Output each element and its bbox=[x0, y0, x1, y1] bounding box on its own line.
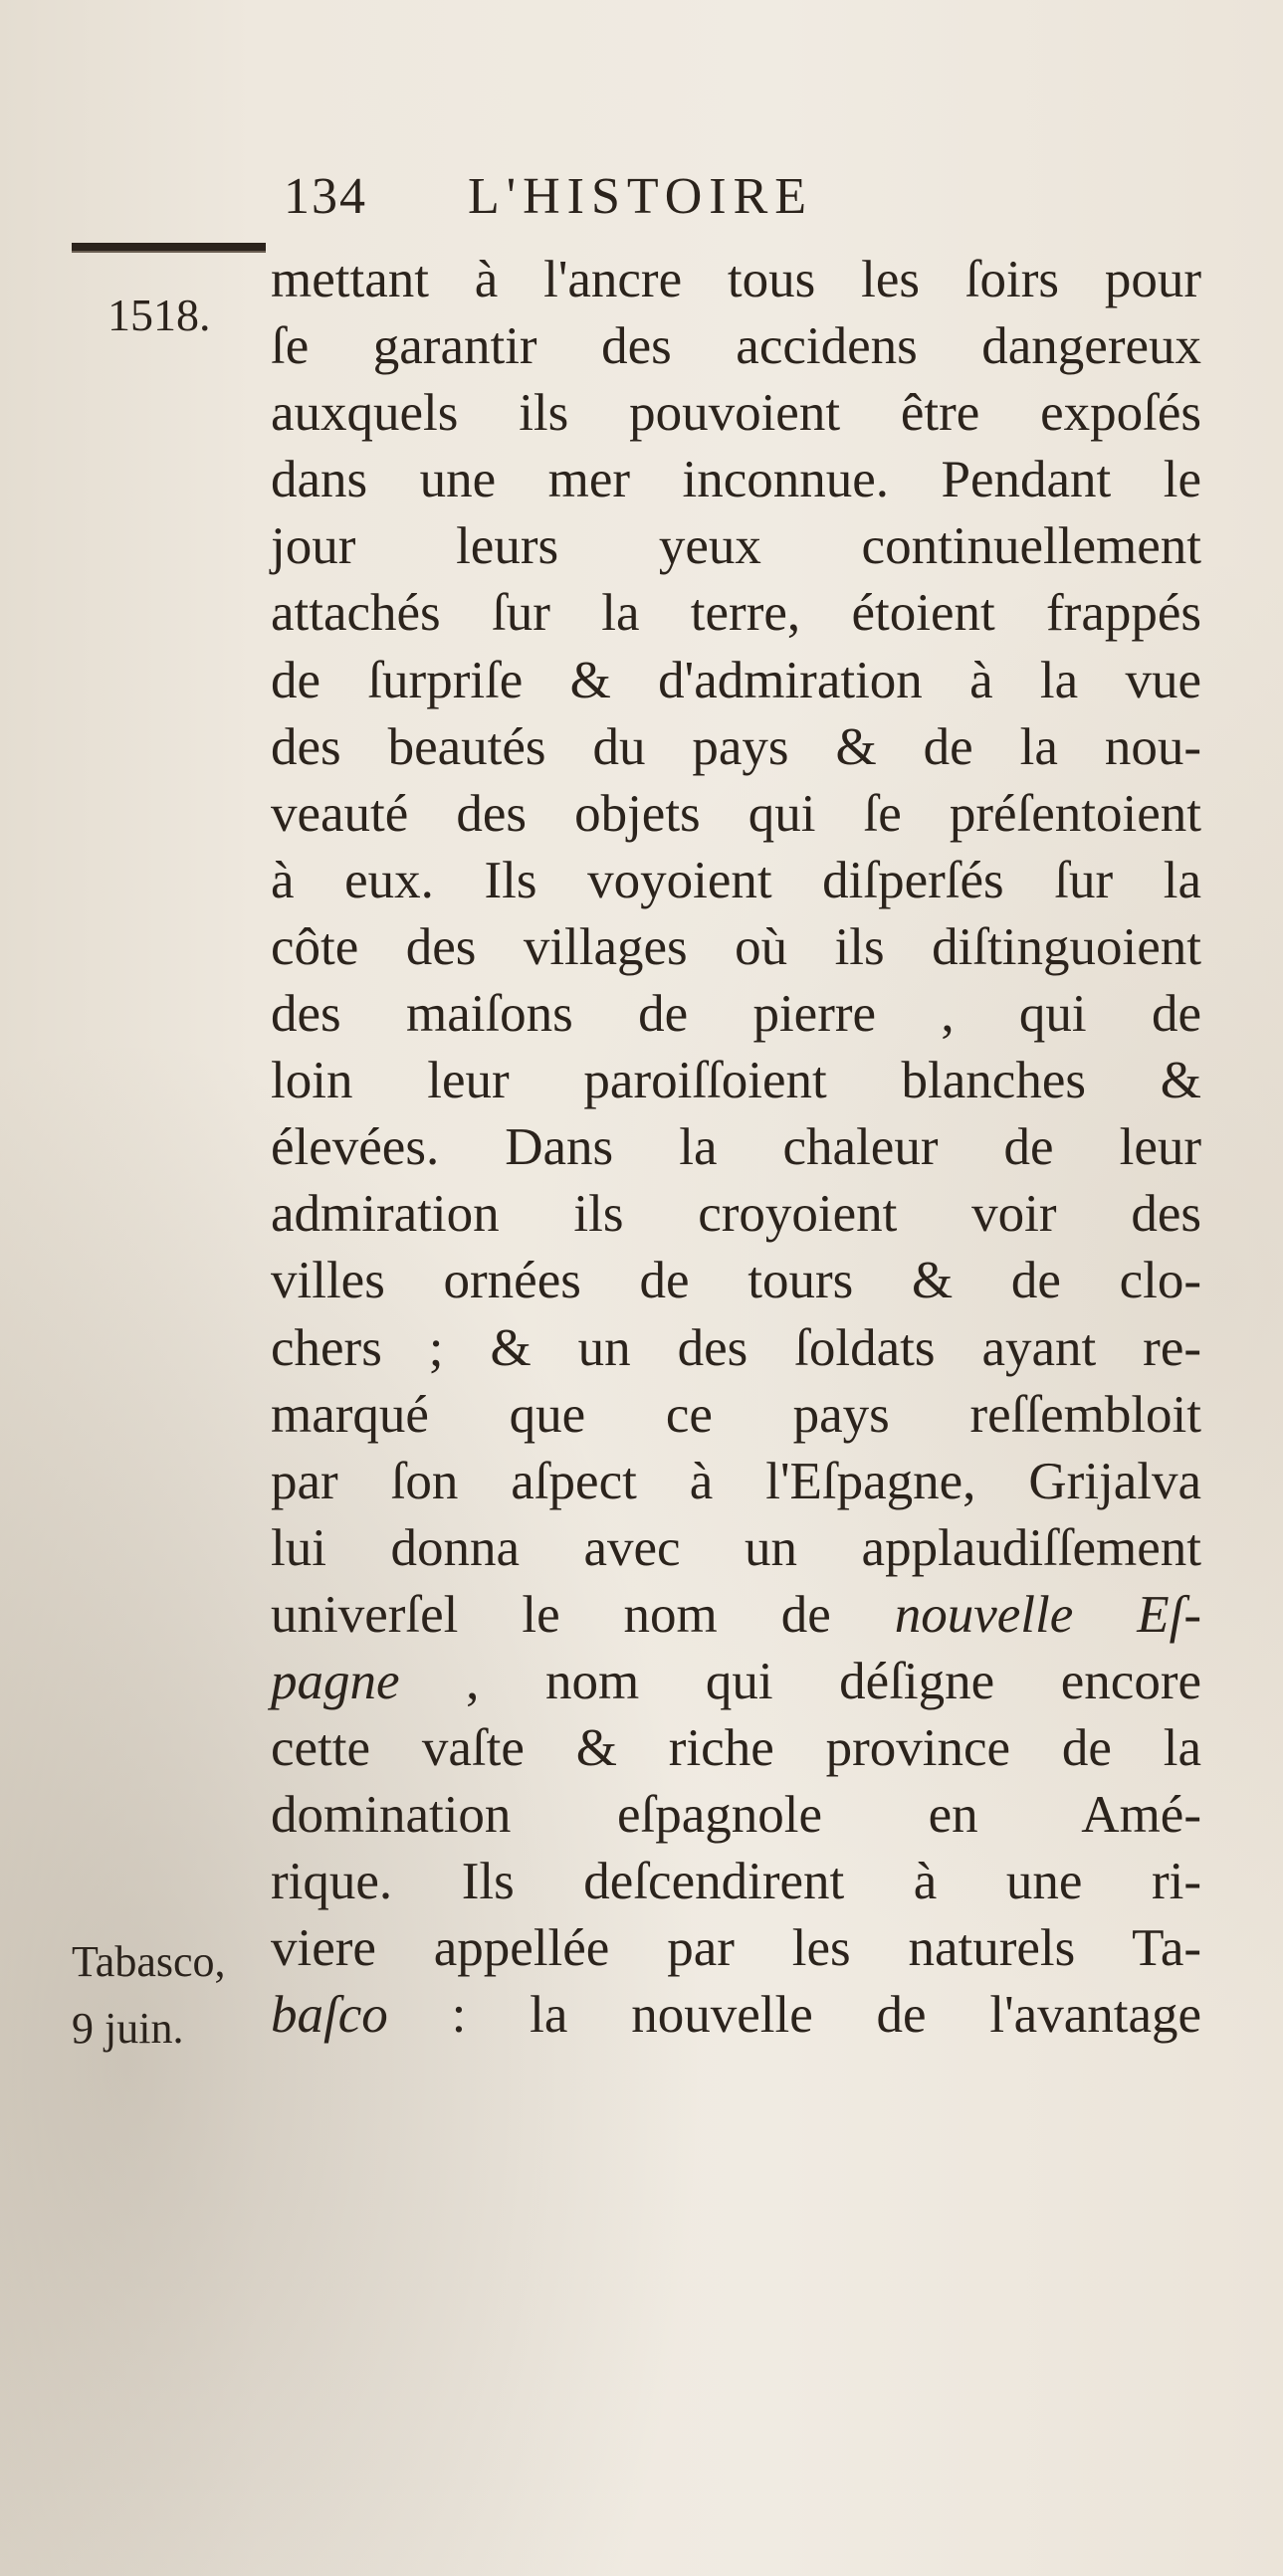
text-line: cette vaſte & riche province de la bbox=[271, 1719, 1201, 1778]
header-rule bbox=[72, 243, 266, 253]
text-run: : la nouvelle de l'avantage bbox=[387, 1986, 1201, 2045]
margin-note-date: 9 juin. bbox=[72, 2004, 184, 2053]
text-line: admiration ils croyoient voir des bbox=[271, 1185, 1201, 1244]
text-line: mettant à l'ancre tous les ſoirs pour bbox=[271, 251, 1201, 308]
text-line: lui donna avec un applaudiſſement bbox=[271, 1518, 1201, 1577]
text-line: loin leur paroiſſoient blanches & bbox=[271, 1052, 1201, 1110]
text-line: à eux. Ils voyoient diſperſés ſur la bbox=[271, 851, 1201, 909]
text-run: , nom qui déſigne encore bbox=[399, 1652, 1201, 1710]
page-number: 134 bbox=[284, 168, 367, 225]
text-line: des maiſons de pierre , qui de bbox=[271, 985, 1201, 1044]
text-line: par ſon aſpect à l'Eſpagne, Grijalva bbox=[271, 1452, 1201, 1510]
text-run: univerſel le nom de bbox=[271, 1585, 895, 1644]
text-line: ſe garantir des accidens dangereux bbox=[271, 317, 1201, 376]
running-title: L'HISTOIRE bbox=[468, 168, 814, 225]
text-line: domination eſpagnole en Amé- bbox=[271, 1786, 1201, 1845]
text-line: jour leurs yeux continuellement bbox=[271, 517, 1201, 576]
text-line: de ſurpriſe & d'admiration à la vue bbox=[271, 651, 1201, 709]
text-line: villes ornées de tours & de clo- bbox=[271, 1252, 1201, 1310]
running-head bbox=[284, 167, 813, 226]
text-line: élevées. Dans la chaleur de leur bbox=[271, 1118, 1201, 1177]
text-line: auxquels ils pouvoient être expoſés bbox=[271, 384, 1201, 443]
text-line: attachés ſur la terre, étoient frappés bbox=[271, 584, 1201, 643]
margin-note-year: 1518. bbox=[107, 290, 211, 340]
italic-text: baſco bbox=[271, 1986, 388, 2045]
text-line: viere appellée par les naturels Ta- bbox=[271, 1919, 1201, 1978]
text-line bbox=[271, 1649, 1201, 1715]
text-line: veauté des objets qui ſe préſentoient bbox=[271, 784, 1201, 843]
text-line: dans une mer inconnue. Pendant le bbox=[271, 451, 1201, 509]
body-text bbox=[271, 247, 1201, 2050]
italic-text: nouvelle Eſ- bbox=[894, 1585, 1201, 1644]
italic-text: pagne bbox=[271, 1652, 400, 1710]
text-line: des beautés du pays & de la nou- bbox=[271, 717, 1201, 776]
text-line: rique. Ils deſcendirent à une ri- bbox=[271, 1853, 1201, 1911]
text-line: côte des villages où ils diſtinguoient bbox=[271, 917, 1201, 976]
text-line bbox=[271, 1982, 1201, 2049]
text-line: chers ; & un des ſoldats ayant re- bbox=[271, 1318, 1201, 1377]
text-line: marqué que ce pays reſſembloit bbox=[271, 1385, 1201, 1444]
margin-note-place: Tabasco, bbox=[72, 1937, 226, 1986]
text-line bbox=[271, 1582, 1201, 1649]
